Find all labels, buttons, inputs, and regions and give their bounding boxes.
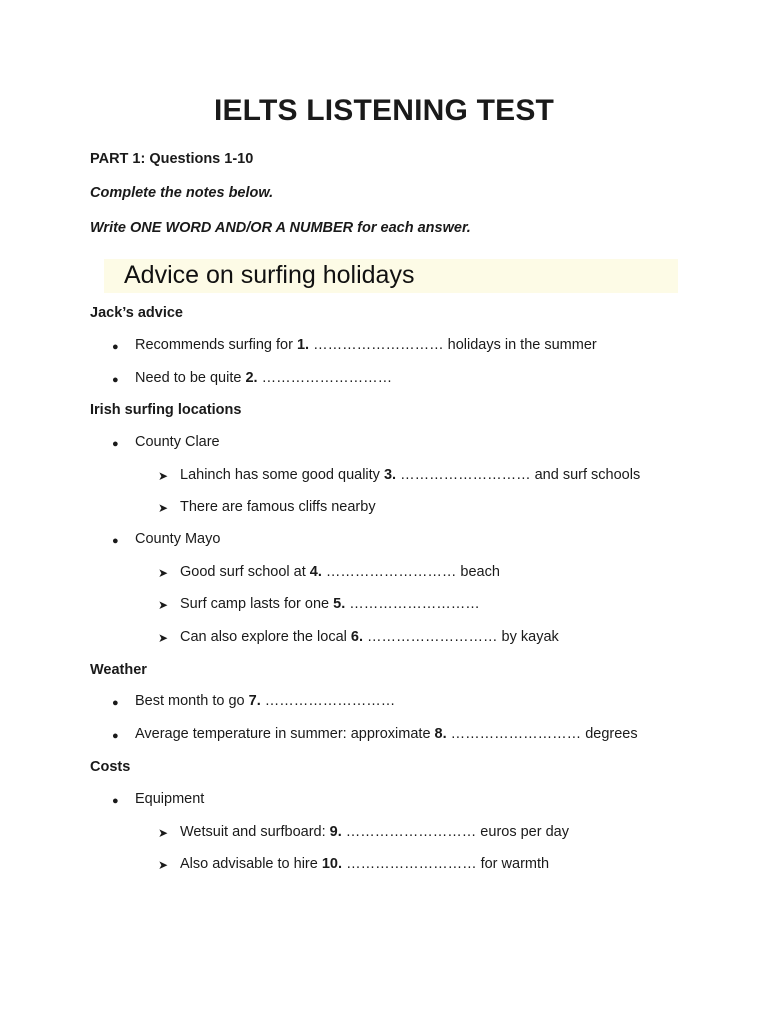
answer-blank-7: ……………………… — [264, 693, 396, 709]
banner-title: Advice on surfing holidays — [124, 261, 415, 289]
instruction-write: Write ONE WORD AND/OR A NUMBER for each answer. — [90, 220, 471, 236]
section-heading-jack: Jack’s advice — [90, 305, 183, 321]
answer-blank-1: ……………………… — [313, 337, 444, 353]
answer-blank-8: ……………………… — [450, 726, 582, 742]
arrow-bullet-icon: ➤ — [158, 826, 169, 840]
note-item-5: Surf camp lasts for one 5. ……………………… — [180, 596, 480, 612]
arrow-bullet-icon: ➤ — [158, 469, 169, 483]
note-equipment: Equipment — [135, 791, 205, 807]
arrow-bullet-icon: ➤ — [158, 598, 169, 612]
note-item-1: Recommends surfing for 1. ……………………… holidays in the summer — [135, 337, 597, 353]
answer-blank-6: ……………………… — [367, 629, 498, 645]
arrow-bullet-icon: ➤ — [158, 501, 169, 515]
note-item-9: Wetsuit and surfboard: 9. ……………………… euros per day — [180, 824, 569, 840]
note-item-4: Good surf school at 4. ……………………… beach — [180, 564, 500, 580]
answer-blank-5: ……………………… — [349, 596, 480, 612]
bullet-icon: ● — [112, 374, 119, 386]
answer-blank-9: ……………………… — [345, 824, 477, 840]
bullet-icon: ● — [112, 795, 119, 807]
bullet-icon: ● — [112, 730, 119, 742]
arrow-bullet-icon: ➤ — [158, 858, 169, 872]
instruction-complete: Complete the notes below. — [90, 185, 274, 201]
bullet-icon: ● — [112, 535, 119, 547]
part-heading: PART 1: Questions 1-10 — [90, 151, 254, 167]
note-item-8: Average temperature in summer: approximate 8. ……………………… degrees — [135, 726, 638, 742]
answer-blank-2: ……………………… — [261, 370, 393, 386]
arrow-bullet-icon: ➤ — [158, 566, 169, 580]
note-item-3: Lahinch has some good quality 3. ……………………… and surf schools — [180, 467, 641, 483]
answer-blank-4: ……………………… — [325, 564, 457, 580]
answer-blank-3: ……………………… — [400, 467, 531, 483]
location-county-clare: County Clare — [135, 434, 220, 450]
note-cliffs: There are famous cliffs nearby — [180, 499, 376, 515]
note-item-7: Best month to go 7. ……………………… — [135, 693, 396, 709]
section-heading-weather: Weather — [90, 662, 147, 678]
note-item-10: Also advisable to hire 10. ……………………… for warmth — [180, 856, 550, 872]
bullet-icon: ● — [112, 341, 119, 353]
answer-blank-10: ……………………… — [346, 856, 477, 872]
section-heading-irish: Irish surfing locations — [90, 402, 242, 418]
page-title: IELTS LISTENING TEST — [213, 94, 555, 127]
section-heading-costs: Costs — [90, 759, 131, 775]
note-item-2: Need to be quite 2. ……………………… — [135, 370, 393, 386]
bullet-icon: ● — [112, 438, 119, 450]
note-item-6: Can also explore the local 6. ……………………… by kayak — [180, 629, 559, 645]
location-county-mayo: County Mayo — [135, 531, 221, 547]
arrow-bullet-icon: ➤ — [158, 631, 169, 645]
bullet-icon: ● — [112, 697, 119, 709]
